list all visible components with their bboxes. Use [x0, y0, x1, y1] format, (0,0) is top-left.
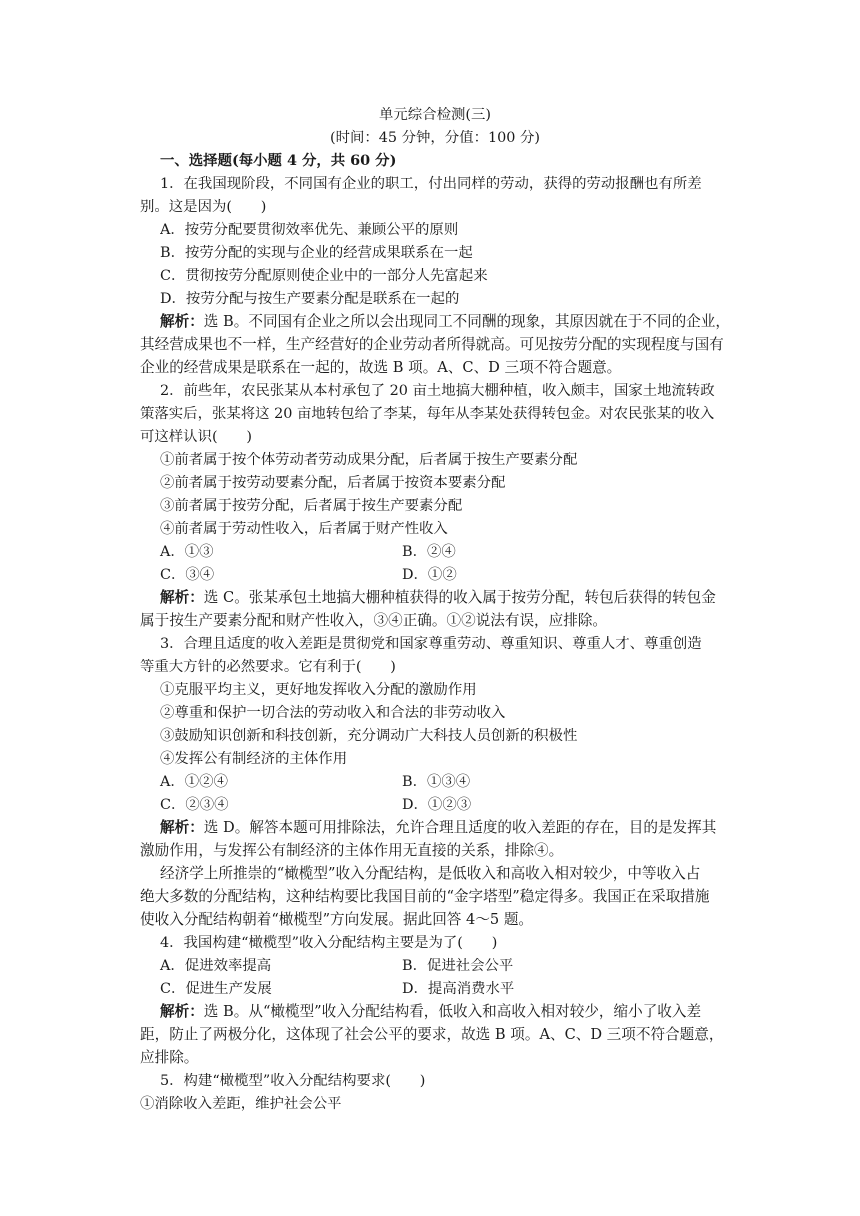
passage-line3: 使收入分配结构朝着“橄榄型”方向发展。据此回答 4～5 题。	[140, 911, 534, 928]
q1-analysis-line3: 企业的经营成果是联系在一起的，故选 B 项。A、C、D 三项不符合题意。	[140, 359, 622, 376]
q4-stem: 4．我国构建“橄榄型”收入分配结构主要是为了( )	[160, 935, 498, 951]
q1-option-a: A．按劳分配要贯彻效率优先、兼顾公平的原则	[160, 222, 459, 238]
q3-analysis-line2: 激励作用，与发挥公有制经济的主体作用无直接的关系，排除④。	[140, 842, 564, 859]
q5-stem: 5．构建“橄榄型”收入分配结构要求( )	[160, 1073, 426, 1089]
q3-stem-line2: 等重大方针的必然要求。它有利于( )	[140, 659, 396, 675]
section-heading: 一、选择题(每小题 4 分，共 60 分)	[160, 152, 397, 169]
q4-option-b: B．促进社会公平	[402, 958, 514, 974]
q2-stem-line2: 策落实后，张某将这 20 亩地转包给了李某，每年从李某处获得转包金。对农民张某的收入	[140, 406, 715, 422]
q3-statement-3: ③鼓励知识创新和科技创新，充分调动广大科技人员创新的积极性	[160, 728, 578, 744]
q4-analysis-line3: 应排除。	[140, 1049, 199, 1066]
analysis-label: 解析：	[160, 1003, 204, 1020]
q2-stem-line1: 2．前些年，农民张某从本村承包了 20 亩土地搞大棚种植，收入颇丰，国家土地流转政	[160, 383, 715, 399]
q2-analysis-line2: 属于按生产要素分配和财产性收入，③④正确。①②说法有误，应排除。	[140, 612, 608, 629]
q1-analysis-line2: 其经营成果也不一样，生产经营好的企业劳动者所得就高。可见按劳分配的实现程度与国有	[140, 336, 724, 353]
q2-option-b: B．②④	[402, 544, 456, 560]
q3-option-d: D．①②③	[402, 797, 472, 813]
q4-analysis-line1	[160, 1002, 730, 1022]
q2-statement-4: ④前者属于劳动性收入，后者属于财产性收入	[160, 521, 448, 537]
q1-analysis-text: 选 B。不同国有企业之所以会出现同工不同酬的现象，其原因就在于不同的企业，	[203, 313, 730, 330]
q2-option-c: C．③④	[160, 567, 215, 583]
q2-statement-3: ③前者属于按劳分配，后者属于按生产要素分配	[160, 498, 463, 514]
q3-analysis-text: 选 D。解答本题可用排除法，允许合理且适度的收入差距的存在，目的是发挥其	[203, 819, 717, 836]
q4-analysis-text: 选 B。从“橄榄型”收入分配结构看，低收入和高收入相对较少，缩小了收入差	[203, 1003, 702, 1020]
q1-option-c: C．贯彻按劳分配原则使企业中的一部分人先富起来	[160, 268, 488, 284]
q1-option-d: D．按劳分配与按生产要素分配是联系在一起的	[160, 291, 460, 307]
q4-option-d: D．提高消费水平	[402, 981, 515, 997]
q2-statement-1: ①前者属于按个体劳动者劳动成果分配，后者属于按生产要素分配	[160, 452, 578, 468]
q3-statement-1: ①克服平均主义，更好地发挥收入分配的激励作用	[160, 682, 477, 698]
q3-option-a: A．①②④	[160, 774, 228, 790]
q4-option-a: A．促进效率提高	[160, 958, 272, 974]
q4-option-c: C．促进生产发展	[160, 981, 272, 997]
q1-option-b: B．按劳分配的实现与企业的经营成果联系在一起	[160, 245, 473, 261]
q3-statement-2: ②尊重和保护一切合法的劳动收入和合法的非劳动收入	[160, 705, 506, 721]
page-subtitle: (时间：45 分钟，分值：100 分)	[329, 130, 541, 146]
q2-statement-2: ②前者属于按劳动要素分配，后者属于按资本要素分配	[160, 475, 506, 491]
analysis-label: 解析：	[160, 313, 204, 330]
q2-analysis-text: 选 C。张某承包土地搞大棚种植获得的收入属于按劳分配，转包后获得的转包金	[203, 589, 716, 606]
passage-line2: 绝大多数的分配结构，这种结构要比我国目前的“金字塔型”稳定得多。我国正在采取措施	[140, 888, 710, 905]
q3-option-b: B．①③④	[402, 774, 471, 790]
q5-statement-1: ①消除收入差距，维护社会公平	[140, 1096, 342, 1112]
q2-stem-line3: 可这样认识( )	[140, 429, 252, 445]
analysis-label: 解析：	[160, 819, 204, 836]
q3-statement-4: ④发挥公有制经济的主体作用	[160, 751, 348, 767]
page-title: 单元综合检测(三)	[379, 107, 491, 123]
analysis-label: 解析：	[160, 589, 204, 606]
q2-option-d: D．①②	[402, 567, 457, 583]
q2-option-a: A．①③	[160, 544, 214, 560]
q1-stem-line2: 别。这是因为( )	[140, 199, 267, 215]
q4-analysis-line2: 距，防止了两极分化，这体现了社会公平的要求，故选 B 项。A、C、D 三项不符合题意，	[140, 1026, 724, 1043]
q3-option-c: C．②③④	[160, 797, 229, 813]
q3-analysis-line1	[160, 818, 730, 838]
q1-stem-line1: 1．在我国现阶段，不同国有企业的职工，付出同样的劳动，获得的劳动报酬也有所差	[160, 176, 702, 192]
q3-stem-line1: 3．合理且适度的收入差距是贯彻党和国家尊重劳动、尊重知识、尊重人才、尊重创造	[160, 636, 702, 652]
passage-line1: 经济学上所推崇的“橄榄型”收入分配结构，是低收入和高收入相对较少，中等收入占	[160, 865, 701, 882]
q2-analysis-line1	[160, 588, 730, 608]
q1-analysis-line1	[160, 312, 730, 332]
